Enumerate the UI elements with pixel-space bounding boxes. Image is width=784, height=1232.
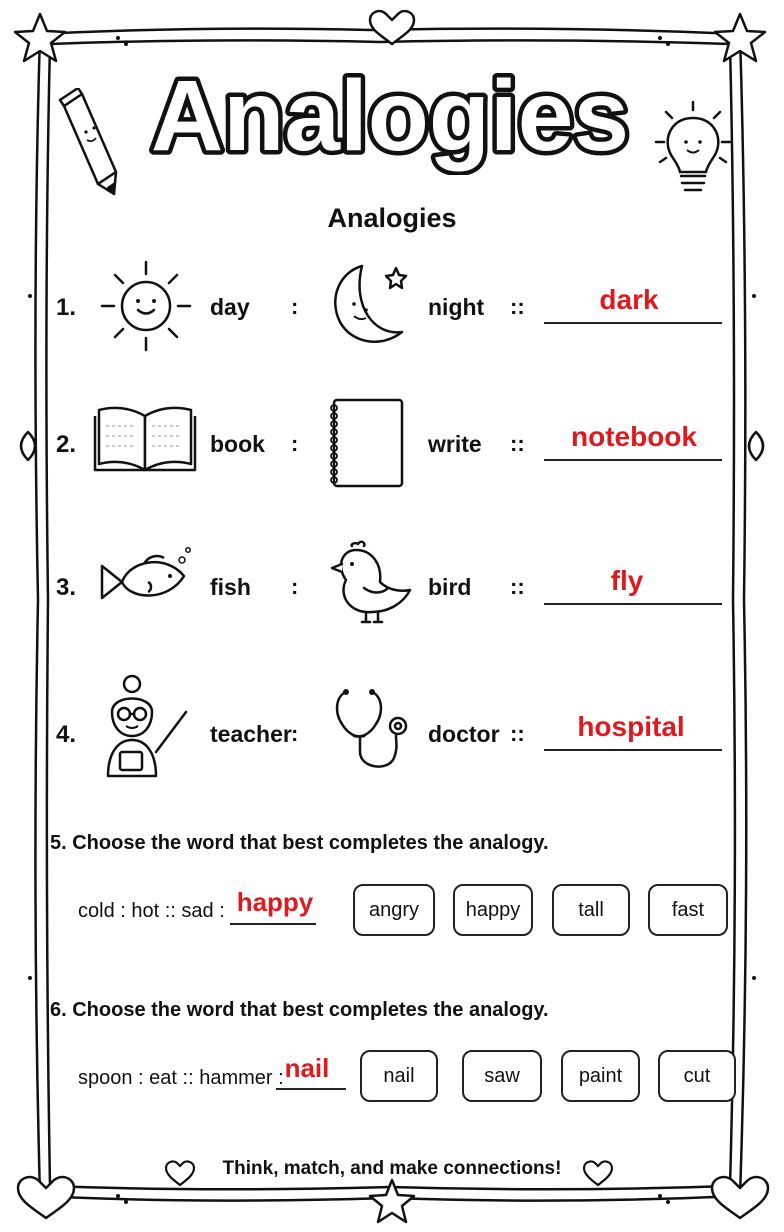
question-6-prompt: spoon : eat :: hammer :: [78, 1067, 284, 1089]
question-5-prompt: cold : hot :: sad :: [78, 900, 225, 922]
choice-button[interactable]: happy: [453, 884, 533, 936]
pencil-icon: [56, 88, 126, 198]
colon-separator: :: [291, 431, 299, 456]
word-a: teacher: [210, 721, 292, 747]
item-number: 4.: [56, 721, 77, 748]
word-a: day: [210, 294, 250, 320]
subtitle: Analogies: [327, 203, 457, 233]
bird-icon: [328, 540, 414, 628]
choice-button[interactable]: nail: [360, 1050, 438, 1102]
colon-separator: :: [291, 721, 299, 746]
title-text: Analogies: [151, 60, 629, 172]
footer-text: Think, match, and make connections!: [222, 1158, 562, 1179]
moon-icon: [326, 258, 416, 348]
double-colon-separator: ::: [510, 294, 525, 319]
answer-text[interactable]: hospital: [577, 711, 685, 742]
question-6-answer[interactable]: nail: [284, 1053, 330, 1083]
answer-text[interactable]: dark: [599, 284, 659, 315]
answer-line: [544, 603, 722, 605]
open-book-icon: [92, 402, 198, 474]
word-b: write: [428, 431, 482, 457]
lightbulb-icon: [652, 98, 734, 202]
word-a: book: [210, 431, 265, 457]
answer-text[interactable]: fly: [610, 565, 644, 596]
choice-button[interactable]: saw: [462, 1050, 542, 1102]
word-b: bird: [428, 574, 472, 600]
choice-button[interactable]: angry: [353, 884, 435, 936]
choice-button[interactable]: tall: [552, 884, 630, 936]
answer-line: [230, 923, 316, 925]
choice-button[interactable]: fast: [648, 884, 728, 936]
question-5-answer[interactable]: happy: [236, 887, 314, 917]
double-colon-separator: ::: [510, 431, 525, 456]
choice-button[interactable]: cut: [658, 1050, 736, 1102]
answer-line: [544, 459, 722, 461]
double-colon-separator: ::: [510, 574, 525, 599]
double-colon-separator: ::: [510, 721, 525, 746]
question-5-label: 5. Choose the word that best completes the analogy.: [50, 832, 549, 854]
answer-line: [276, 1088, 346, 1090]
question-6-label: 6. Choose the word that best completes the analogy.: [50, 999, 549, 1021]
answer-line: [544, 749, 722, 751]
word-b: night: [428, 294, 485, 320]
answer-line: [544, 322, 722, 324]
colon-separator: :: [291, 574, 299, 599]
colon-separator: :: [291, 294, 299, 319]
item-number: 2.: [56, 431, 77, 458]
word-b: doctor: [428, 721, 500, 747]
word-a: fish: [210, 574, 251, 600]
teacher-icon: [98, 672, 194, 782]
choice-button[interactable]: paint: [561, 1050, 640, 1102]
item-number: 3.: [56, 574, 77, 601]
notebook-icon: [326, 396, 406, 490]
stethoscope-icon: [332, 686, 414, 776]
answer-text[interactable]: notebook: [571, 421, 697, 452]
item-number: 1.: [56, 294, 77, 321]
page-title: [130, 55, 650, 175]
fish-icon: [96, 544, 196, 616]
sun-icon: [98, 258, 194, 354]
